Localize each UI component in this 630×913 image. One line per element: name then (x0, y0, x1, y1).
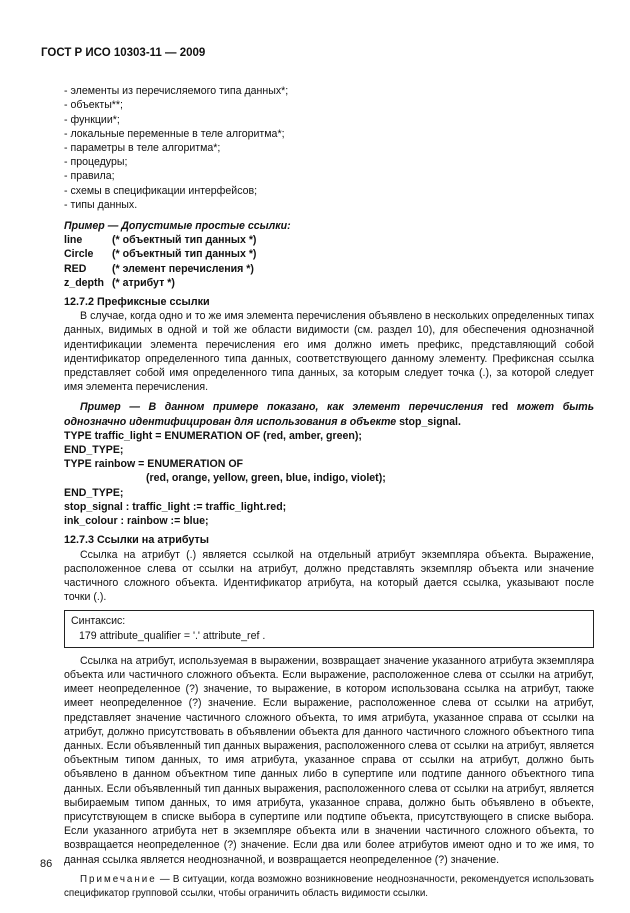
example-comment: (* элемент перечисления *) (112, 262, 254, 275)
example-name: line (64, 234, 83, 247)
body-paragraph: Ссылка на атрибут, используемая в выражении, возвращает значение указанного атрибута экземпляра объекта или частичного сложного объекта. Если выражение, расположенное слева от ссылки на атрибут, имеет неопределенное (?) значение, то выражение, в котором использована ссылка на атрибут, также имеет неопределенное (?) значение. Если выражение, расположенное слева от ссылки на атрибут, представляет значение частичного сложного объекта, то имя атрибута, указанное справа от ссылки на атрибут, должно присутствовать в объявлении объекта для данного частичного сложного объектного типа данных. Если объявленный тип данных выражения, расположенного слева от ссылки на атрибут, является объектным типом данных, то имя атрибута, указанное справа от ссылки на атрибут, должно быть объявлено в данном объектном типе данных либо в супертипе или подтипе данного объектного типа данных. Если объявленный тип данных выражения, расположенного слева от ссылки на атрибут, является выбираемым типом данных, то имя атрибута, указанное справа, должно быть объявлено в объекте, присутствующем в списке выбора в супертипе или подтипе объекта, присутствующего в списке выбора. Если указанного атрибута нет в экземпляре объекта или в значении частичного сложного объекта, то возвращается неопределенное (?) значение. Если два или более атрибутов имеют одно и то же имя, то данная ссылка является неоднозначной, и возвращается неопределенное (?) значение. (64, 654, 594, 866)
note-label: Примечание (80, 873, 157, 885)
example-row (64, 233, 594, 247)
example1-table (64, 233, 594, 290)
code-line: ink_colour : rainbow := blue; (64, 515, 209, 528)
section-1273-text: Ссылка на атрибут (.) является ссылкой на отдельный атрибут экземпляра объекта. Выражение, расположенное слева от ссылки на атрибут, должно представлять экземпляр объекта или значение частичного сложного объекта. Идентификатор атрибута, на который дается ссылка, указывают после точки (.). (64, 548, 594, 604)
example-row (64, 262, 594, 276)
list-item: - локальные переменные в теле алгоритма*; (64, 127, 285, 140)
list-item: - объекты**; (64, 99, 124, 112)
section-1272-text: В случае, когда одно и то же имя элемента перечисления объявлено в нескольких определенных типах данных, видимых в одной и той же области видимости (см. раздел 10), для обеспечения однозначной идентификации элемента перечисления его имя должно иметь префикс, представляющий собой идентификатор определенного типа данных, соответствующего данному элементу. Префиксная ссылка представляет собой имя определенного типа данных, за которым следует точка (.), за которой следует имя элемента перечисления. (64, 310, 594, 394)
example-comment: (* объектный тип данных *) (112, 234, 257, 247)
page-number: 86 (40, 858, 53, 870)
example-comment: (* атрибут *) (112, 276, 175, 289)
example2-code (64, 429, 594, 528)
list-item: - параметры в теле алгоритма*; (64, 142, 221, 155)
syntax-box (64, 610, 594, 647)
example-name: RED (64, 262, 87, 275)
syntax-label: Синтаксис: (71, 615, 126, 628)
example-name: z_depth (64, 276, 105, 289)
example-name: Circle (64, 248, 94, 261)
code-line: END_TYPE; (64, 486, 124, 499)
example2-intro-part2: может быть однозначно идентифицирован для использования в объекте (64, 401, 595, 428)
note-text: — В ситуации, когда возможно возникновение неоднозначности, рекомендуется использовать спецификатор групповой ссылки, чтобы ограничить область видимости ссылки. (64, 873, 594, 899)
list-item: - процедуры; (64, 156, 128, 169)
code-line: (red, orange, yellow, green, blue, indigo, violet); (146, 472, 386, 485)
code-line: TYPE traffic_light = ENUMERATION OF (red, amber, green); (64, 429, 362, 442)
document-header: ГОСТ Р ИСО 10303-11 — 2009 (41, 47, 206, 59)
list-item: - схемы в спецификации интерфейсов; (64, 184, 258, 197)
code-line: END_TYPE; (64, 444, 124, 457)
reference-list (64, 84, 594, 212)
list-item: - элементы из перечисляемого типа данных*; (64, 85, 289, 98)
example2-intro-part1: Пример — В данном примере показано, как элемент перечисления (80, 401, 492, 414)
list-item: - типы данных. (64, 198, 138, 211)
example-comment: (* объектный тип данных *) (112, 248, 257, 261)
example-row (64, 247, 594, 261)
note (64, 873, 594, 901)
list-item: - правила; (64, 170, 115, 183)
section-1272-title: 12.7.2 Префиксные ссылки (64, 296, 210, 309)
example1-heading: Пример — Допустимые простые ссылки: (64, 220, 291, 233)
example2-keyword: red (491, 401, 509, 414)
example2-intro (64, 400, 594, 428)
code-line: stop_signal : traffic_light := traffic_light.red; (64, 500, 287, 513)
section-1273-title: 12.7.3 Ссылки на атрибуты (64, 534, 210, 547)
list-item: - функции*; (64, 113, 120, 126)
example2-object: stop_signal. (399, 415, 461, 428)
syntax-rule: 179 attribute_qualifier = '.' attribute_ref . (79, 629, 266, 642)
code-line: TYPE rainbow = ENUMERATION OF (64, 458, 244, 471)
example-row (64, 276, 594, 290)
